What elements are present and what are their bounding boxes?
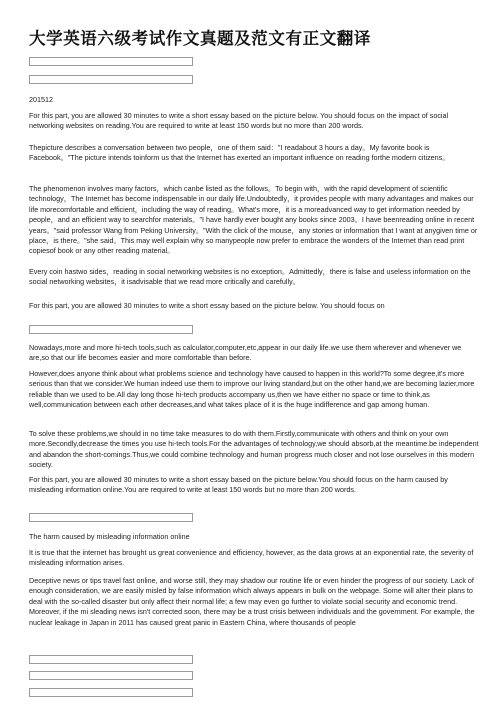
blank-field-6 xyxy=(29,671,193,680)
blank-field-5 xyxy=(29,655,193,664)
paragraph-11: Deceptive news or tips travel fast online, and worse still, they may shadow our routine life or even hinder the progress of our society. Lack of enough consideration, we are easily misled by false information which always appears in bulk on the webpage. Some will alter their plans to deal with the so-called disaster but only affect their normal life; a few may even go further to violate social security and economic trend. Moreover, if the mi sleading news isn't corrected soon, there may be a trust crisis between individuals and the government. For example, the nuclear leakage in Japan in 2011 has caused great panic in Eastern China, where thousands of people xyxy=(29,576,475,627)
blank-field-1 xyxy=(29,57,193,66)
date-line: 201512 xyxy=(29,95,53,104)
paragraph-1: For this part, you are allowed 30 minutes to write a short essay based on the picture below. You should focus on the impact of social networking websites on reading.You are required to write at least 150 words but no more than 200 words. xyxy=(29,111,449,131)
blank-field-7 xyxy=(29,688,193,697)
blank-field-4 xyxy=(29,513,193,522)
paragraph-2: Thepicture describes a conversation between two people，one of them said："I readabout 3 hours a day。My favorite book is Facebook。"The picture intends toinform us that the Internet has exerted an important influence on reading forthe modern citizens。 xyxy=(29,143,450,163)
paragraph-4: Every coin hastwo sides，reading in social networking websites is no exception。Admittedly，there is false and useless information on the social networking websites，it isadvisable that we read more critically and carefully。 xyxy=(29,267,471,287)
paragraph-10: It is true that the internet has brought us great convenience and efficiency, however, as the data grows at an exponential rate, the severity of misleading information arises. xyxy=(29,548,474,568)
blank-field-2 xyxy=(29,75,193,84)
paragraph-9: For this part, you are allowed 30 minutes to write a short essay based on the picture below.You should focus on the harm caused by misleading information online.You are required to write at least 150 words but no more than 200 words. xyxy=(29,475,448,495)
paragraph-3: The phenomenon involves many factors，which canbe listed as the follows。To begin with，with the rapid development of scientific technology，The Internet has become indispensable in our daily life.Undoubtedly，it provides people with many advantages and makes our life morecomfortable and efficient，including the way of reading。What's more，it is a moreadvanced way to get information needed by people，and an efficient way to searchfor materials。"I have hardly ever bought any books since 2003。I have beenreading online in recent years。"said professor Wang from Peking University。"With the click of the mouse，any stories or information that I want at anygiven time or place，is there。"she said。This may well explain why so manypeople now prefer to embrace the wonders of the Internet than read print copiesof book or any other reading material。 xyxy=(29,184,478,256)
document-title: 大学英语六级考试作文真题及范文有正文翻译 xyxy=(29,29,371,48)
paragraph-8: To solve these problems,we should in no time take measures to do with them.Firstly,communicate with others and think on your own more.Secondly,decrease the times you use hi-tech tools.For the advantages of technology,we should absorb,at the meantime.be independent and abandon the short-comings.Thus,we could combine technology and human progress much closer and not lose ourselves in this modern society. xyxy=(29,429,479,470)
paragraph-6: Nowadays,more and more hi-tech tools,such as calculator,computer,etc,appear in our daily life.we use them wherever and whenever we are,so that our life becomes easier and more comfortable than before. xyxy=(29,343,462,363)
blank-field-3 xyxy=(29,325,193,334)
essay-title: The harm caused by misleading information online xyxy=(29,532,190,541)
paragraph-7: However,does anyone think about what problems science and technology have caused to happen in this world?To some degree,it's more serious than that we consider.We human indeed use them to improve our living standard,but on the other hand,we are becoming lazier,more reliable than we used to be.All day long those hi-tech products accompany us,then we have either no space or time to think,as well,communication between each other decreases,and what takes place of it is the huge indifference and gap among human. xyxy=(29,369,475,410)
paragraph-5: For this part, you are allowed 30 minutes to write a short essay based on the picture below. You should focus on xyxy=(29,301,385,310)
